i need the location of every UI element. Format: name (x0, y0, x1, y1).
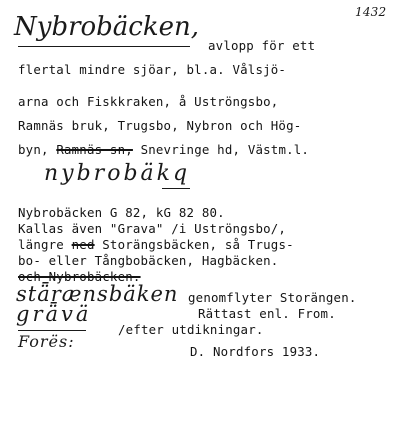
text-line-9-start: längre (18, 237, 72, 252)
text-line-13: Rättast enl. From. (198, 306, 336, 321)
text-line-3: arna och Fiskkraken, å Uströngsbo, (18, 94, 279, 109)
struck-ned: ned (71, 237, 95, 252)
text-line-5-start: byn, (18, 142, 57, 157)
text-line-7: Nybrobäcken G 82, kG 82 80. (18, 205, 225, 220)
headword-handwritten: Nybrobäcken, (14, 12, 200, 42)
text-line-14: /efter utdikningar. (118, 322, 264, 337)
text-line-5-end: Snevringe hd, Västm.l. (132, 142, 310, 157)
handwritten-fors: Forës: (18, 332, 75, 351)
catalog-number: 1432 (355, 5, 387, 19)
text-line-9 (18, 239, 294, 251)
handwritten-grava-underline (18, 330, 86, 331)
text-line-8: Kallas även "Grava" /i Uströngsbo/, (18, 221, 287, 236)
struck-line: och Nybrobäcken. (18, 269, 141, 284)
headword-underline (18, 46, 190, 47)
handwritten-name-underline (162, 188, 190, 189)
text-line-4: Ramnäs bruk, Trugsbo, Nybron och Hög- (18, 118, 302, 133)
signature: D. Nordfors 1933. (190, 344, 321, 359)
text-line-2: flertal mindre sjöar, bl.a. Vålsjö- (18, 62, 287, 77)
text-line-10: bo- eller Tångbobäcken, Hagbäcken. (18, 253, 279, 268)
text-line-1: avlopp för ett (208, 38, 316, 53)
text-line-9-end: Storängsbäcken, så Trugs- (94, 237, 294, 252)
text-line-12: genomflyter Storängen. (188, 290, 357, 305)
handwritten-storangsbacken: stǟrænsbäken (16, 282, 179, 306)
struck-parish: Ramnäs sn, (56, 142, 133, 157)
handwritten-grava: grǟvä (16, 302, 92, 326)
handwritten-name: nybrobäkq (44, 161, 191, 186)
text-line-5 (18, 144, 309, 156)
